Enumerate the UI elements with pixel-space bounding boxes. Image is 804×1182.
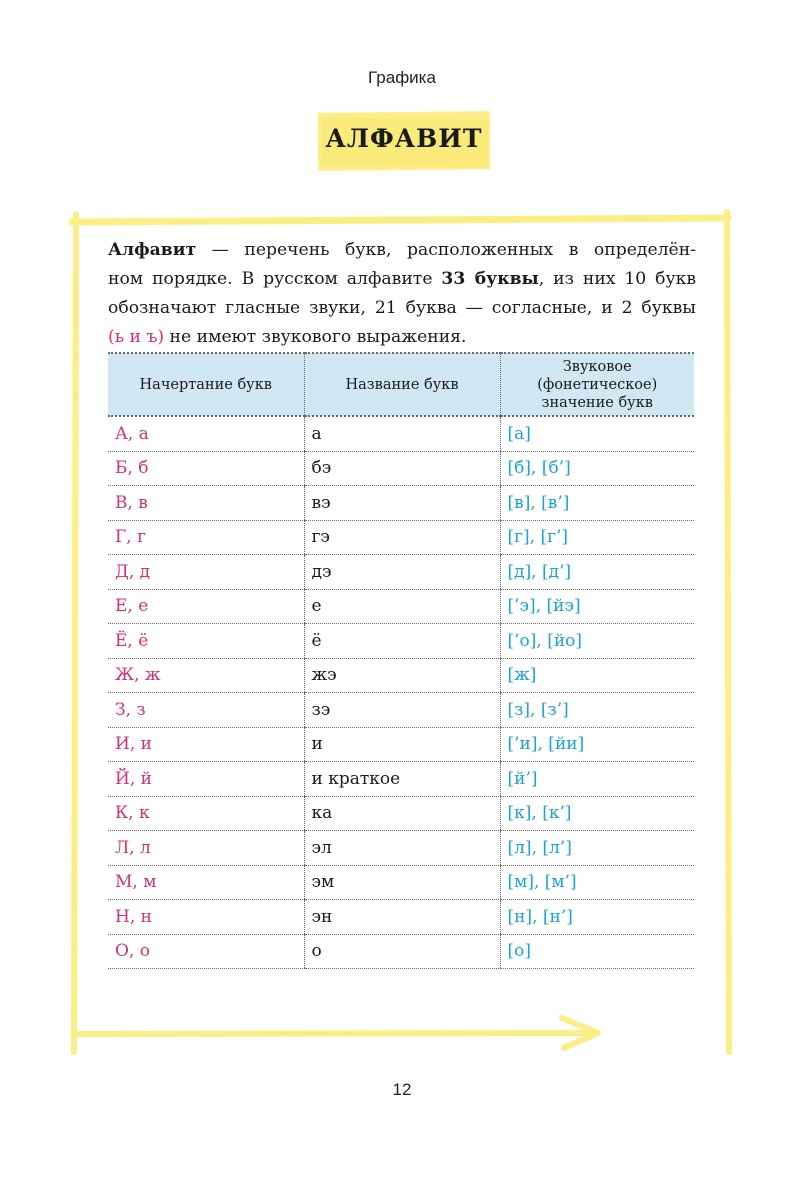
page-title: АЛФАВИТ [325,124,483,153]
intro-text: , из них 10 букв [538,269,697,289]
name-cell: эн [304,900,500,935]
letter-cell: А, а [108,416,304,451]
alphabet-table [108,352,694,969]
intro-text: обозначают гласные звуки, 21 буква — согласные, и 2 буквы [108,298,696,318]
sound-cell: [ж] [500,658,694,693]
letter-cell: И, и [108,727,304,762]
letter-cell: К, к [108,796,304,831]
name-cell: вэ [304,486,500,521]
sound-cell: [н], [н’] [500,900,694,935]
table-row [108,486,694,521]
frame-left-line [74,214,76,1052]
table-row [108,762,694,797]
letter-cell: З, з [108,693,304,728]
letter-cell: Д, д [108,555,304,590]
name-cell: и [304,727,500,762]
intro-text: — перечень букв, расположенных в определён- [196,240,696,260]
letter-cell: В, в [108,486,304,521]
table-row [108,865,694,900]
table-row [108,451,694,486]
table-row [108,658,694,693]
sound-cell: [в], [в’] [500,486,694,521]
frame-right-line [727,212,729,1052]
intro-line [108,236,696,265]
table-row [108,589,694,624]
sound-cell: [к], [к’] [500,796,694,831]
intro-bold-text: Алфавит [108,240,197,260]
sound-cell: [б], [б’] [500,451,694,486]
table-row [108,693,694,728]
intro-line [108,265,696,294]
letter-cell: Б, б [108,451,304,486]
intro-text: не имеют звукового выражения. [164,327,467,347]
name-cell: зэ [304,693,500,728]
letter-cell: Ж, ж [108,658,304,693]
column-header-names: Название букв [304,353,500,416]
intro-text: ном порядке. В русском алфавите [108,269,442,289]
name-cell: е [304,589,500,624]
frame-bottom-arrow-line [78,1033,596,1034]
name-cell: ка [304,796,500,831]
letter-cell: Ё, ё [108,624,304,659]
intro-bold-text: 33 буквы [441,269,539,289]
name-cell: ё [304,624,500,659]
name-cell: жэ [304,658,500,693]
column-header-letters: Начертание букв [108,353,304,416]
name-cell: эм [304,865,500,900]
sound-cell: [й’] [500,762,694,797]
intro-line [108,294,696,323]
name-cell: эл [304,831,500,866]
intro-paragraph [108,236,696,352]
letter-cell: Л, л [108,831,304,866]
sound-cell: [з], [з’] [500,693,694,728]
letter-cell: Й, й [108,762,304,797]
sound-cell: [о] [500,934,694,969]
name-cell: о [304,934,500,969]
sound-cell: [’э], [йэ] [500,589,694,624]
intro-line [108,323,696,352]
sound-cell: [’о], [йо] [500,624,694,659]
table-row [108,624,694,659]
letter-cell: Н, н [108,900,304,935]
letter-cell: О, о [108,934,304,969]
sound-cell: [л], [л’] [500,831,694,866]
sound-cell: [г], [г’] [500,520,694,555]
table-header-row [108,353,694,416]
table-row [108,416,694,451]
table-row [108,520,694,555]
page-number: 12 [392,1080,412,1099]
name-cell: бэ [304,451,500,486]
sound-cell: [м], [м’] [500,865,694,900]
table-row [108,555,694,590]
table-row [108,796,694,831]
name-cell: и краткое [304,762,500,797]
frame-top-line [72,218,728,222]
table-row [108,900,694,935]
sound-cell: [а] [500,416,694,451]
table-row [108,727,694,762]
name-cell: гэ [304,520,500,555]
sound-cell: [’и], [йи] [500,727,694,762]
intro-highlight-text: (ь и ъ) [108,327,165,347]
letter-cell: М, м [108,865,304,900]
table-row [108,934,694,969]
column-header-sounds: Звуковое (фонетическое) значение букв [500,353,694,416]
section-label: Графика [368,68,436,87]
name-cell: дэ [304,555,500,590]
letter-cell: Е, е [108,589,304,624]
name-cell: а [304,416,500,451]
table-row [108,831,694,866]
sound-cell: [д], [д’] [500,555,694,590]
letter-cell: Г, г [108,520,304,555]
